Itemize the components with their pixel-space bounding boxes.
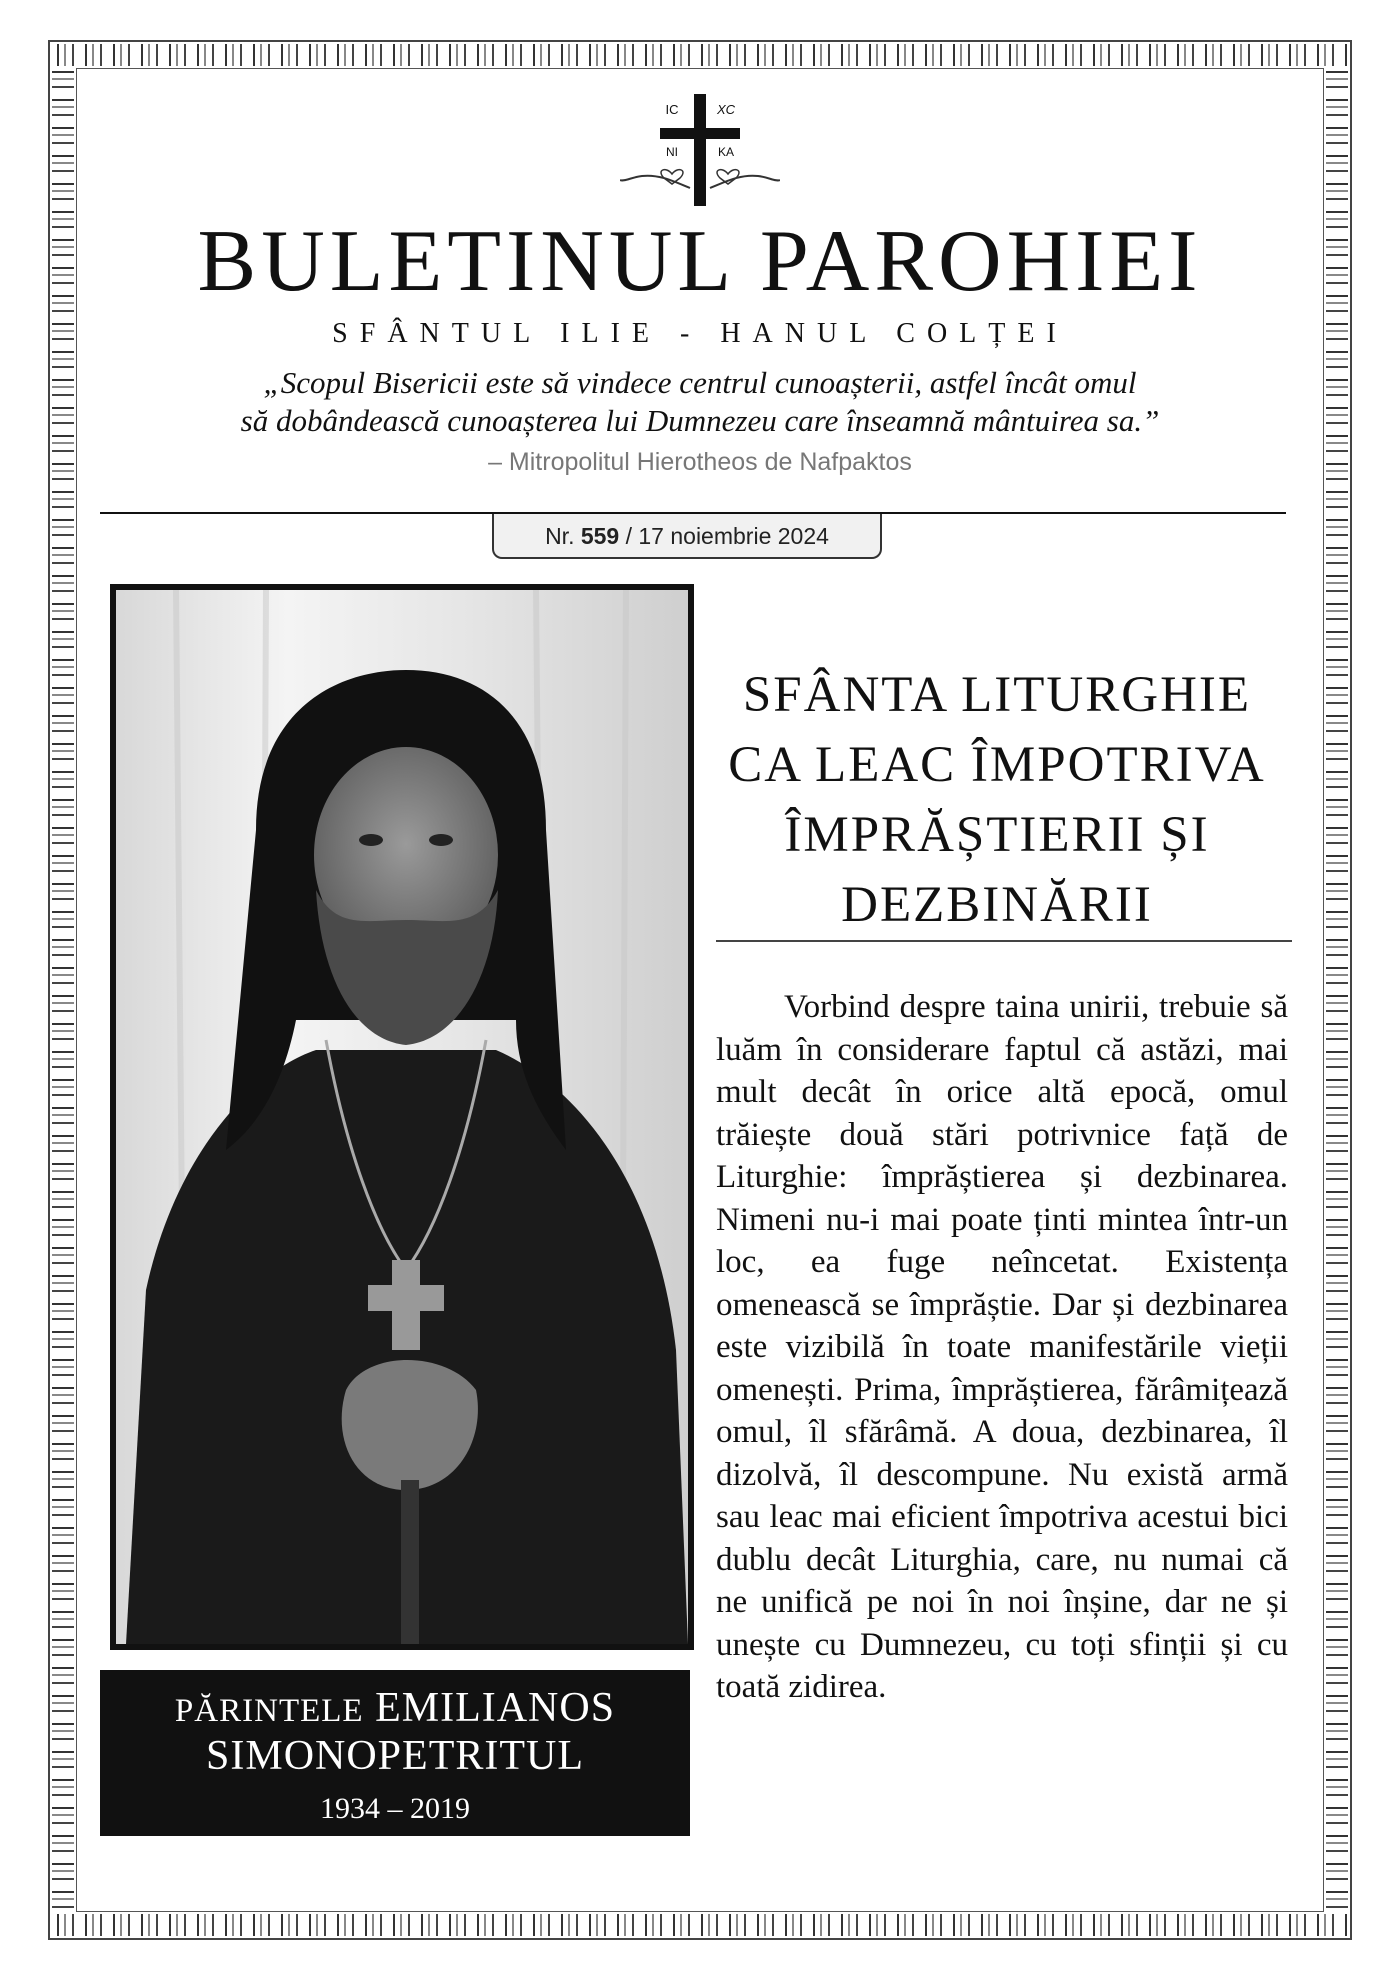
ornamental-border-right	[1326, 66, 1348, 1914]
caption-line-2: SIMONOPETRITUL	[206, 1733, 584, 1779]
article-body: Vorbind despre taina unirii, trebuie să luăm în considerare faptul că astăzi, mai mult decât în orice altă epocă, omul trăiește două stări potrivnice față de Liturghie: împrăștierea și dezbinarea. Nimeni nu-i mai poate ținti mintea într-un loc, ea fuge neîncetat. Existența omenească se împrăștie. Dar și dezbinarea este vizibilă în toate manifestările vieții omenești. Prima, împrăștierea, fărâmițează omul, îl sfărâmă. A doua, dezbinarea, îl dizolvă, îl descompune. Nu există armă sau leac mai eficient împotriva acestui bici dublu decât Liturghia, care, nu numai că ne unifică pe noi în noi înșine, dar ne și unește cu Dumnezeu, cu toți sfinții și cu toată zidirea.	[716, 989, 1288, 1705]
article-title-line-3: ÎMPRĂȘTIERII ȘI	[784, 807, 1210, 863]
caption-name: EMILIANOS	[375, 1685, 616, 1731]
ornamental-border-top	[52, 44, 1348, 66]
masthead-quote	[100, 364, 1300, 440]
ornamental-border-bottom	[52, 1914, 1348, 1936]
caption-years: 1934 – 2019	[320, 1792, 470, 1825]
article-divider	[716, 940, 1292, 942]
article-title-line-2: CA LEAC ÎMPOTRIVA	[728, 737, 1266, 793]
quote-author: – Mitropolitul Hierotheos de Nafpaktos	[488, 448, 912, 476]
bulletin-title: BULETINUL PAROHIEI	[197, 213, 1203, 310]
orthodox-cross-icon	[620, 92, 780, 212]
logo-xc: XC	[716, 102, 736, 117]
issue-date: 17 noiembrie 2024	[638, 523, 829, 549]
quote-line-2: să dobândească cunoașterea lui Dumnezeu care înseamnă mântuirea sa.”	[240, 403, 1160, 438]
caption-line-1	[100, 1684, 690, 1732]
logo-ni: NI	[666, 145, 678, 159]
issue-prefix: Nr.	[545, 523, 575, 549]
article-title	[712, 660, 1282, 940]
caption-prefix: PĂRINTELE	[174, 1693, 364, 1729]
issue-separator: /	[625, 523, 632, 549]
logo-ka: KA	[717, 145, 735, 159]
article-title-line-1: SFÂNTA LITURGHIE	[742, 667, 1252, 723]
logo-ic: IC	[665, 102, 679, 117]
ornamental-border-left	[52, 66, 74, 1914]
quote-line-1: „Scopul Bisericii este să vindece centrul cunoașterii, astfel încât omul	[263, 365, 1137, 400]
parish-subtitle: SFÂNTUL ILIE - HANUL COLȚEI	[332, 318, 1068, 349]
portrait-caption	[100, 1670, 690, 1836]
article-title-line-4: DEZBINĂRII	[841, 877, 1153, 933]
issue-number: 559	[580, 523, 620, 549]
portrait-photo	[110, 584, 694, 1650]
issue-badge	[492, 514, 882, 559]
